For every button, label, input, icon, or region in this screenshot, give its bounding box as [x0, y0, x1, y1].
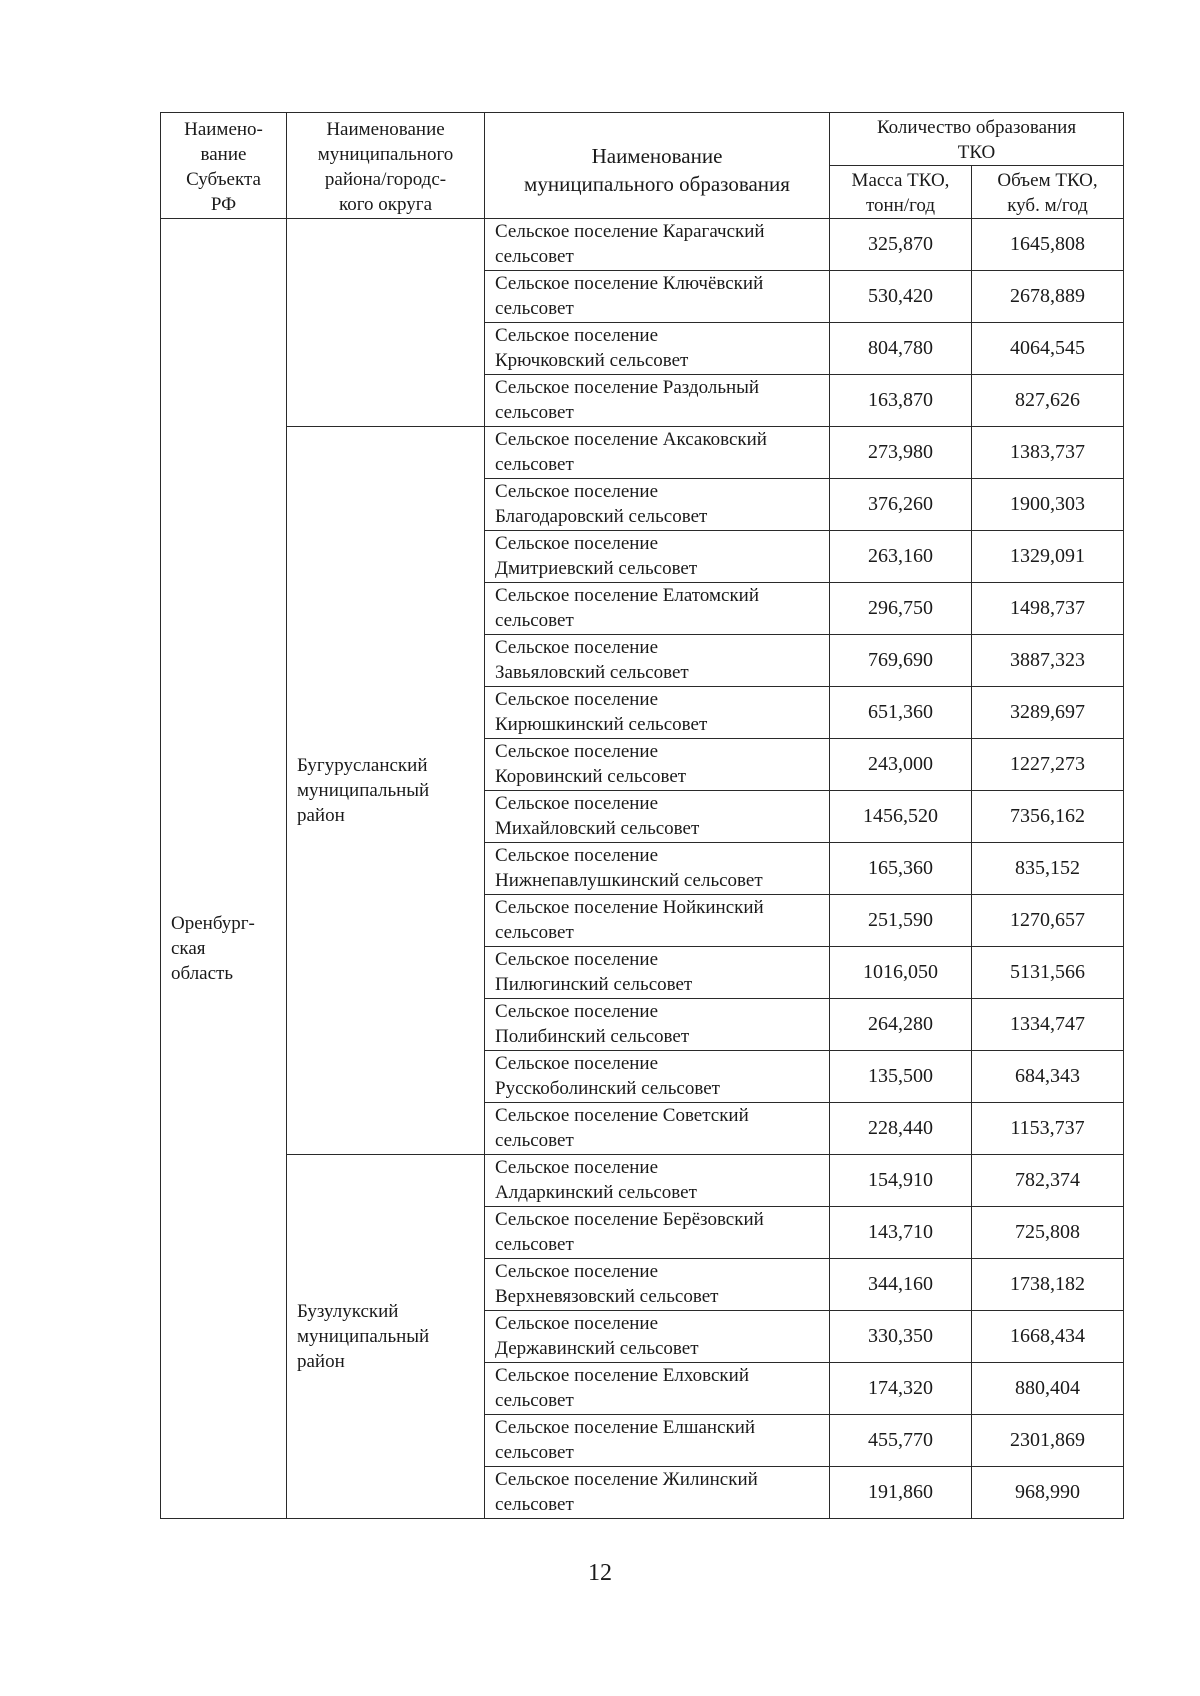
- mass-value: 804,780: [830, 323, 972, 375]
- volume-value: 1383,737: [972, 427, 1124, 479]
- municipality-name: Сельское поселение Русскоболинский сельсовет: [485, 1051, 830, 1103]
- mass-value: 376,260: [830, 479, 972, 531]
- volume-value: 1227,273: [972, 739, 1124, 791]
- mass-value: 344,160: [830, 1259, 972, 1311]
- table-row: [161, 1155, 1124, 1207]
- municipality-name: Сельское поселение Завьяловский сельсовет: [485, 635, 830, 687]
- mass-value: 1456,520: [830, 791, 972, 843]
- district-name: Бузулукский муниципальный район: [297, 1301, 430, 1372]
- mass-value: 264,280: [830, 999, 972, 1051]
- municipality-name: Сельское поселение Елатомский сельсовет: [485, 583, 830, 635]
- municipality-name: Сельское поселение Берёзовский сельсовет: [485, 1207, 830, 1259]
- mass-value: 228,440: [830, 1103, 972, 1155]
- volume-value: 1645,808: [972, 219, 1124, 271]
- municipality-name: Сельское поселение Полибинский сельсовет: [485, 999, 830, 1051]
- header-volume: Объем ТКО, куб. м/год: [972, 166, 1124, 219]
- mass-value: 1016,050: [830, 947, 972, 999]
- mass-value: 191,860: [830, 1467, 972, 1519]
- mass-value: 135,500: [830, 1051, 972, 1103]
- mass-value: 530,420: [830, 271, 972, 323]
- header-mass: Масса ТКО, тонн/год: [830, 166, 972, 219]
- volume-value: 2678,889: [972, 271, 1124, 323]
- volume-value: 1498,737: [972, 583, 1124, 635]
- mass-value: 273,980: [830, 427, 972, 479]
- mass-value: 174,320: [830, 1363, 972, 1415]
- municipality-name: Сельское поселение Аксаковский сельсовет: [485, 427, 830, 479]
- volume-value: 827,626: [972, 375, 1124, 427]
- volume-value: 2301,869: [972, 1415, 1124, 1467]
- municipality-name: Сельское поселение Елшанский сельсовет: [485, 1415, 830, 1467]
- municipality-name: Сельское поселение Дмитриевский сельсовет: [485, 531, 830, 583]
- volume-value: 1153,737: [972, 1103, 1124, 1155]
- mass-value: 330,350: [830, 1311, 972, 1363]
- mass-value: 455,770: [830, 1415, 972, 1467]
- municipality-name: Сельское поселение Карагачский сельсовет: [485, 219, 830, 271]
- volume-value: 1738,182: [972, 1259, 1124, 1311]
- municipality-name: Сельское поселение Ключёвский сельсовет: [485, 271, 830, 323]
- subject-name: Оренбург- ская область: [171, 913, 255, 984]
- mass-value: 154,910: [830, 1155, 972, 1207]
- municipality-name: Сельское поселение Крючковский сельсовет: [485, 323, 830, 375]
- table-row: [161, 427, 1124, 479]
- volume-value: 3887,323: [972, 635, 1124, 687]
- mass-value: 143,710: [830, 1207, 972, 1259]
- header-quantity: Количество образования ТКО: [830, 113, 1124, 166]
- district-cell: [287, 219, 485, 427]
- subject-cell: [161, 219, 287, 1519]
- volume-value: 7356,162: [972, 791, 1124, 843]
- volume-value: 1270,657: [972, 895, 1124, 947]
- header-district: Наименование муниципального района/городс- кого округа: [287, 113, 485, 219]
- waste-table: [160, 112, 1124, 1519]
- mass-value: 165,360: [830, 843, 972, 895]
- volume-value: 5131,566: [972, 947, 1124, 999]
- volume-value: 880,404: [972, 1363, 1124, 1415]
- municipality-name: Сельское поселение Советский сельсовет: [485, 1103, 830, 1155]
- mass-value: 243,000: [830, 739, 972, 791]
- volume-value: 1668,434: [972, 1311, 1124, 1363]
- mass-value: 651,360: [830, 687, 972, 739]
- page-number: 12: [588, 1560, 612, 1586]
- mass-value: 263,160: [830, 531, 972, 583]
- municipality-name: Сельское поселение Державинский сельсовет: [485, 1311, 830, 1363]
- municipality-name: Сельское поселение Алдаркинский сельсовет: [485, 1155, 830, 1207]
- municipality-name: Сельское поселение Нойкинский сельсовет: [485, 895, 830, 947]
- volume-value: 725,808: [972, 1207, 1124, 1259]
- volume-value: 782,374: [972, 1155, 1124, 1207]
- municipality-name: Сельское поселение Нижнепавлушкинский сельсовет: [485, 843, 830, 895]
- district-name: Бугурусланский муниципальный район: [297, 755, 430, 826]
- mass-value: 325,870: [830, 219, 972, 271]
- volume-value: 1900,303: [972, 479, 1124, 531]
- volume-value: 1329,091: [972, 531, 1124, 583]
- mass-value: 296,750: [830, 583, 972, 635]
- mass-value: 769,690: [830, 635, 972, 687]
- volume-value: 968,990: [972, 1467, 1124, 1519]
- municipality-name: Сельское поселение Михайловский сельсовет: [485, 791, 830, 843]
- header-municipality: Наименование муниципального образования: [485, 113, 830, 219]
- municipality-name: Сельское поселение Благодаровский сельсовет: [485, 479, 830, 531]
- volume-value: 4064,545: [972, 323, 1124, 375]
- municipality-name: Сельское поселение Коровинский сельсовет: [485, 739, 830, 791]
- municipality-name: Сельское поселение Верхневязовский сельсовет: [485, 1259, 830, 1311]
- municipality-name: Сельское поселение Раздольный сельсовет: [485, 375, 830, 427]
- table-row: [161, 219, 1124, 271]
- volume-value: 684,343: [972, 1051, 1124, 1103]
- district-cell: [287, 1155, 485, 1519]
- municipality-name: Сельское поселение Жилинский сельсовет: [485, 1467, 830, 1519]
- mass-value: 251,590: [830, 895, 972, 947]
- mass-value: 163,870: [830, 375, 972, 427]
- municipality-name: Сельское поселение Пилюгинский сельсовет: [485, 947, 830, 999]
- municipality-name: Сельское поселение Кирюшкинский сельсовет: [485, 687, 830, 739]
- volume-value: 835,152: [972, 843, 1124, 895]
- header-subject: Наимено- вание Субъекта РФ: [161, 113, 287, 219]
- volume-value: 3289,697: [972, 687, 1124, 739]
- municipality-name: Сельское поселение Елховский сельсовет: [485, 1363, 830, 1415]
- district-cell: [287, 427, 485, 1155]
- volume-value: 1334,747: [972, 999, 1124, 1051]
